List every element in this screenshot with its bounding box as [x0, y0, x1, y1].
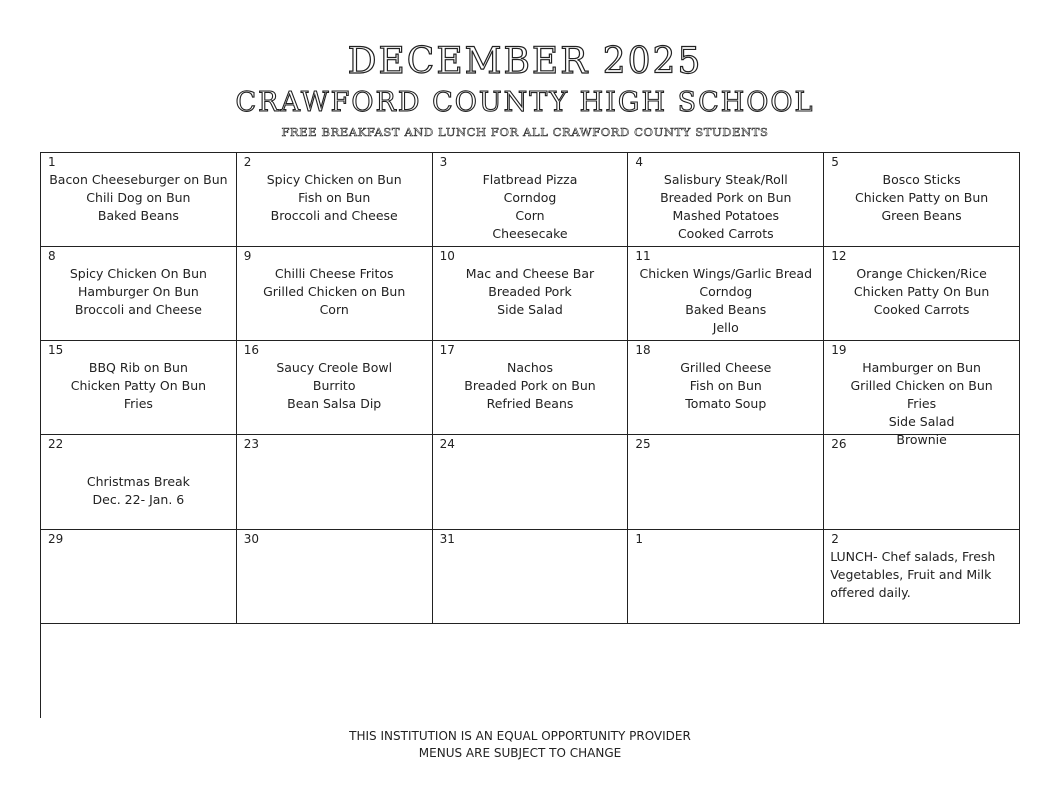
day-number: 1	[635, 531, 644, 546]
calendar-day-cell	[433, 530, 629, 624]
menu-item: Corn	[515, 208, 545, 223]
menu-item: Fish on Bun	[689, 378, 762, 394]
menu-item: Flatbread Pizza	[482, 172, 578, 187]
menu-items	[241, 171, 428, 225]
menu-item: Fish on Bun	[298, 190, 371, 205]
day-number: 26	[831, 437, 847, 452]
page-footer	[0, 728, 1040, 762]
day-number: 22	[48, 437, 64, 452]
calendar-day-cell	[237, 247, 433, 341]
menu-item: Baked Beans	[685, 302, 767, 318]
calendar-day-cell	[41, 530, 237, 624]
menu-item: Bacon Cheeseburger on Bun	[49, 172, 228, 187]
menu-items	[828, 265, 1015, 319]
day-number: 25	[635, 437, 651, 452]
menu-item: Bean Salsa Dip	[287, 396, 382, 412]
menu-item: Corn	[319, 302, 349, 318]
menu-items	[437, 265, 624, 319]
calendar-day-cell	[628, 247, 824, 341]
day-number: 24	[439, 437, 455, 452]
menu-item: Chicken Patty on Bun	[855, 190, 989, 205]
day-number: 12	[831, 249, 847, 264]
day-number: 18	[635, 343, 651, 358]
menu-item: Grilled Chicken on Bun	[263, 284, 406, 300]
page-header	[0, 40, 1050, 140]
calendar-day-cell	[433, 153, 629, 247]
calendar-day-cell	[628, 153, 824, 247]
menu-item: Nachos	[507, 360, 553, 376]
menu-item: Chicken Patty On Bun	[853, 284, 990, 300]
menu-item: Broccoli and Cheese	[270, 208, 398, 223]
menu-item: Cooked Carrots	[677, 226, 774, 241]
menu-calendar	[40, 152, 1020, 718]
calendar-day-cell	[433, 247, 629, 341]
calendar-day-cell	[41, 153, 237, 247]
day-number: 29	[48, 531, 64, 546]
menu-item: LUNCH- Chef salads, Fresh Vegetables, Fruit and Milk offered daily.	[830, 548, 996, 600]
calendar-day-cell	[237, 530, 433, 624]
menu-item: Side Salad	[888, 414, 955, 430]
menu-item: Broccoli and Cheese	[74, 302, 202, 318]
menu-item: BBQ Rib on Bun	[88, 360, 188, 376]
calendar-day-cell	[433, 435, 629, 529]
menu-item: Chili Dog on Bun	[86, 190, 191, 205]
calendar-day-cell	[824, 530, 1020, 624]
calendar-day-cell	[628, 435, 824, 529]
menu-item: Orange Chicken/Rice	[856, 266, 987, 282]
menu-item: Refried Beans	[486, 396, 574, 412]
menu-item: Cooked Carrots	[873, 302, 970, 318]
day-number: 11	[635, 249, 651, 264]
menu-items	[45, 473, 232, 509]
menu-items	[632, 359, 819, 413]
menu-item: Mac and Cheese Bar	[465, 266, 595, 282]
menu-change-notice: MENUS ARE SUBJECT TO CHANGE	[418, 746, 622, 760]
menu-items	[45, 265, 232, 319]
calendar-day-cell	[237, 341, 433, 435]
calendar-day-cell	[41, 247, 237, 341]
day-number: 1	[48, 155, 56, 169]
menu-item: Fries	[907, 396, 937, 412]
menu-items	[632, 265, 819, 337]
menu-item: Corndog	[699, 284, 753, 300]
menu-item: Breaded Pork on Bun	[464, 378, 596, 394]
menu-items	[437, 359, 624, 413]
calendar-day-cell	[628, 341, 824, 435]
menu-item: Grilled Chicken on Bun	[850, 378, 993, 394]
page-title: DECEMBER 2025	[347, 41, 703, 82]
menu-item: Chicken Patty On Bun	[70, 378, 207, 394]
menu-item: Green Beans	[881, 208, 962, 223]
calendar-day-cell	[433, 341, 629, 435]
menu-items	[241, 359, 428, 413]
calendar-day-cell	[628, 530, 824, 624]
day-number: 30	[243, 531, 260, 546]
menu-item: Hamburger On Bun	[77, 284, 199, 300]
menu-item: Breaded Pork	[488, 284, 572, 300]
menu-items	[632, 171, 819, 243]
menu-item: Baked Beans	[97, 208, 179, 223]
menu-item: Salisbury Steak/Roll	[663, 172, 788, 187]
menu-item: Fries	[123, 396, 153, 412]
menu-items	[830, 548, 1015, 602]
menu-items	[45, 171, 232, 225]
calendar-day-cell	[41, 435, 237, 529]
day-number: 23	[243, 437, 260, 452]
day-number: 2	[243, 155, 252, 169]
menu-subtitle: FREE BREAKFAST AND LUNCH FOR ALL CRAWFORD COUNTY STUDENTS	[281, 125, 769, 139]
menu-item: Cheesecake	[492, 226, 568, 241]
menu-item: Mashed Potatoes	[672, 208, 780, 223]
menu-items	[828, 171, 1015, 225]
calendar-day-cell	[237, 435, 433, 529]
day-number: 19	[831, 343, 847, 358]
menu-item: Grilled Cheese	[680, 360, 772, 376]
day-number: 10	[439, 249, 455, 264]
menu-item: Spicy Chicken On Bun	[69, 266, 207, 282]
menu-item: Chicken Wings/Garlic Bread	[639, 266, 813, 282]
menu-item: Jello	[712, 320, 739, 336]
day-number: 31	[439, 531, 455, 546]
day-number: 15	[48, 343, 64, 358]
menu-item: Christmas Break	[86, 474, 190, 490]
menu-item: Corndog	[503, 190, 557, 205]
equal-opportunity-notice: THIS INSTITUTION IS AN EQUAL OPPORTUNITY PROVIDER	[349, 729, 691, 743]
day-number: 5	[831, 155, 839, 169]
day-number: 17	[439, 343, 455, 358]
menu-items	[241, 265, 428, 319]
day-number: 16	[243, 343, 260, 358]
calendar-day-cell	[824, 153, 1020, 247]
calendar-day-cell	[824, 435, 1020, 529]
menu-items	[45, 359, 232, 413]
calendar-day-cell	[237, 153, 433, 247]
menu-item: Bosco Sticks	[882, 172, 961, 187]
day-number: 2	[831, 531, 839, 546]
menu-items	[437, 171, 624, 243]
day-number: 4	[635, 155, 644, 169]
day-number: 9	[243, 249, 252, 264]
menu-item: Tomato Soup	[685, 396, 767, 412]
calendar-day-cell	[41, 341, 237, 435]
day-number: 3	[439, 155, 448, 169]
calendar-day-cell	[824, 247, 1020, 341]
menu-item: Burrito	[312, 378, 356, 394]
menu-item: Side Salad	[497, 302, 563, 318]
menu-item: Brownie	[896, 432, 947, 448]
menu-item: Dec. 22- Jan. 6	[92, 492, 185, 508]
menu-item: Chilli Cheese Fritos	[274, 266, 394, 282]
menu-item: Hamburger on Bun	[862, 360, 981, 376]
menu-item: Breaded Pork on Bun	[660, 190, 792, 205]
school-name: CRAWFORD COUNTY HIGH SCHOOL	[235, 87, 815, 118]
menu-item: Saucy Creole Bowl	[276, 360, 393, 376]
day-number: 8	[48, 249, 56, 264]
menu-item: Spicy Chicken on Bun	[266, 172, 402, 187]
